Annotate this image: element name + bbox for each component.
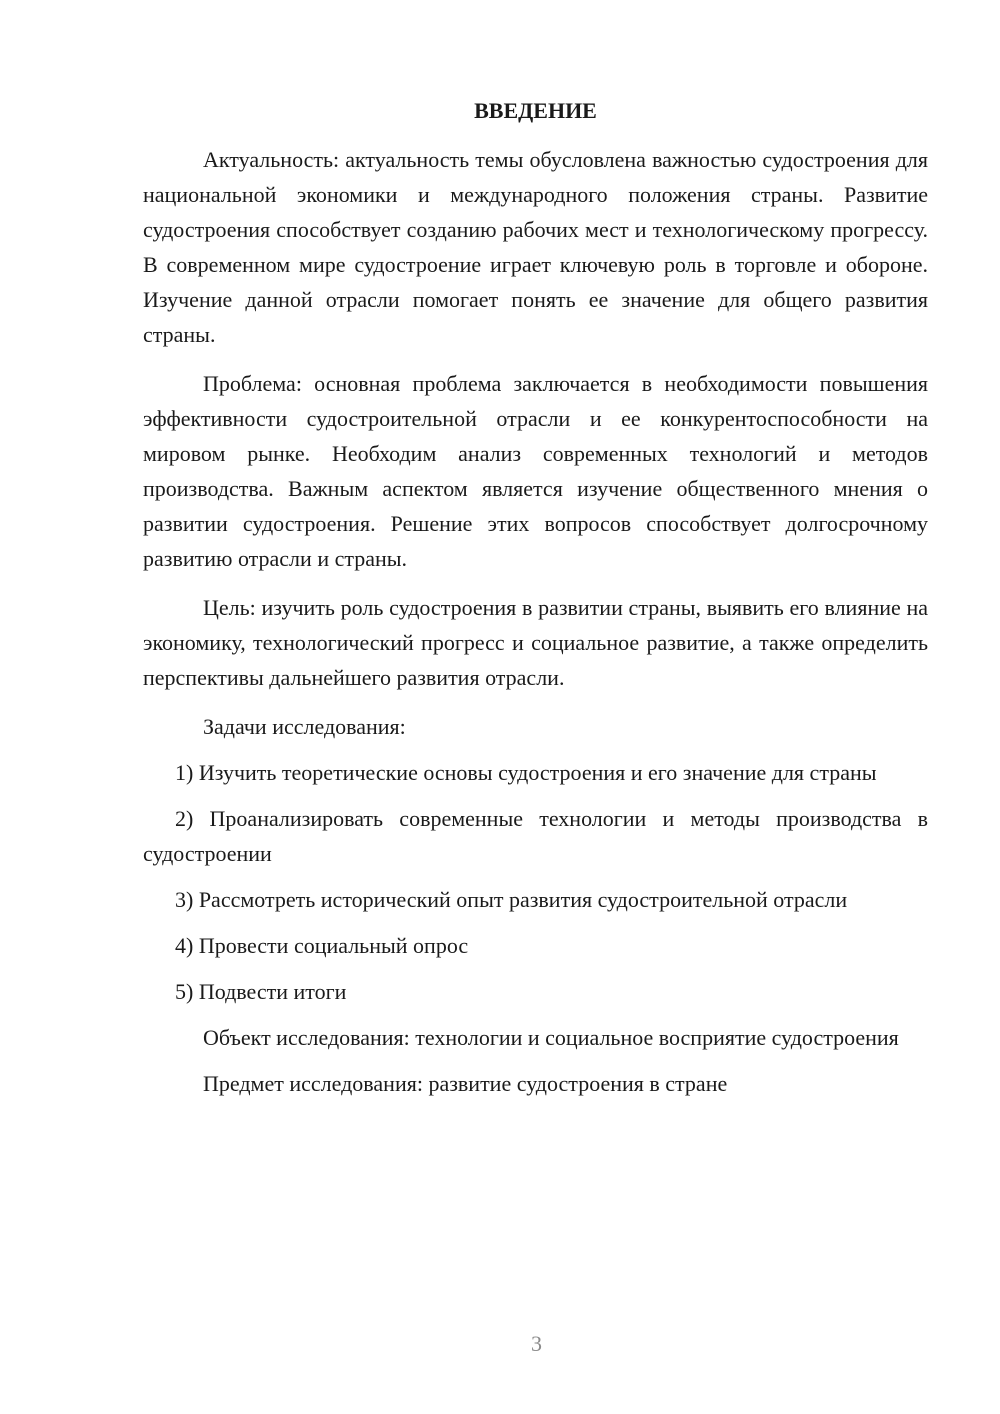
- task-item-1: 1) Изучить теоретические основы судостроения и его значение для страны: [175, 760, 877, 785]
- task-item-3: 3) Рассмотреть исторический опыт развития судостроительной отрасли: [175, 887, 848, 912]
- problem-paragraph: Проблема: основная проблема заключается в необходимости повышения эффективности судостроительной отрасли и ее конкурентоспособности на мировом рынке. Необходим анализ современных технологий и методов производства. Важным аспектом является изучение общественного мнения о развитии судостроения. Решение этих вопросов способствует долгосрочному развитию отрасли и страны.: [143, 371, 928, 571]
- page-number: 3: [531, 1331, 542, 1356]
- tasks-heading: Задачи исследования:: [203, 714, 406, 739]
- goal-paragraph: Цель: изучить роль судостроения в развитии страны, выявить его влияние на экономику, технологический прогресс и социальное развитие, а также определить перспективы дальнейшего развития отрасли.: [143, 595, 928, 690]
- task-item-5: 5) Подвести итоги: [175, 979, 347, 1004]
- object-paragraph: Объект исследования: технологии и социальное восприятие судостроения: [203, 1025, 899, 1050]
- document-body: [143, 142, 928, 1112]
- relevance-paragraph: Актуальность: актуальность темы обусловлена важностью судостроения для национальной экономики и международного положения страны. Развитие судостроения способствует созданию рабочих мест и технологическому прогрессу. В современном мире судостроение играет ключевую роль в торговле и обороне. Изучение данной отрасли помогает понять ее значение для общего развития страны.: [143, 147, 928, 347]
- task-item-4: 4) Провести социальный опрос: [175, 933, 469, 958]
- subject-paragraph: Предмет исследования: развитие судостроения в стране: [203, 1071, 728, 1096]
- task-item-2: 2) Проанализировать современные технологии и методы производства в судостроении: [143, 806, 928, 866]
- page-title: ВВЕДЕНИЕ: [474, 98, 597, 123]
